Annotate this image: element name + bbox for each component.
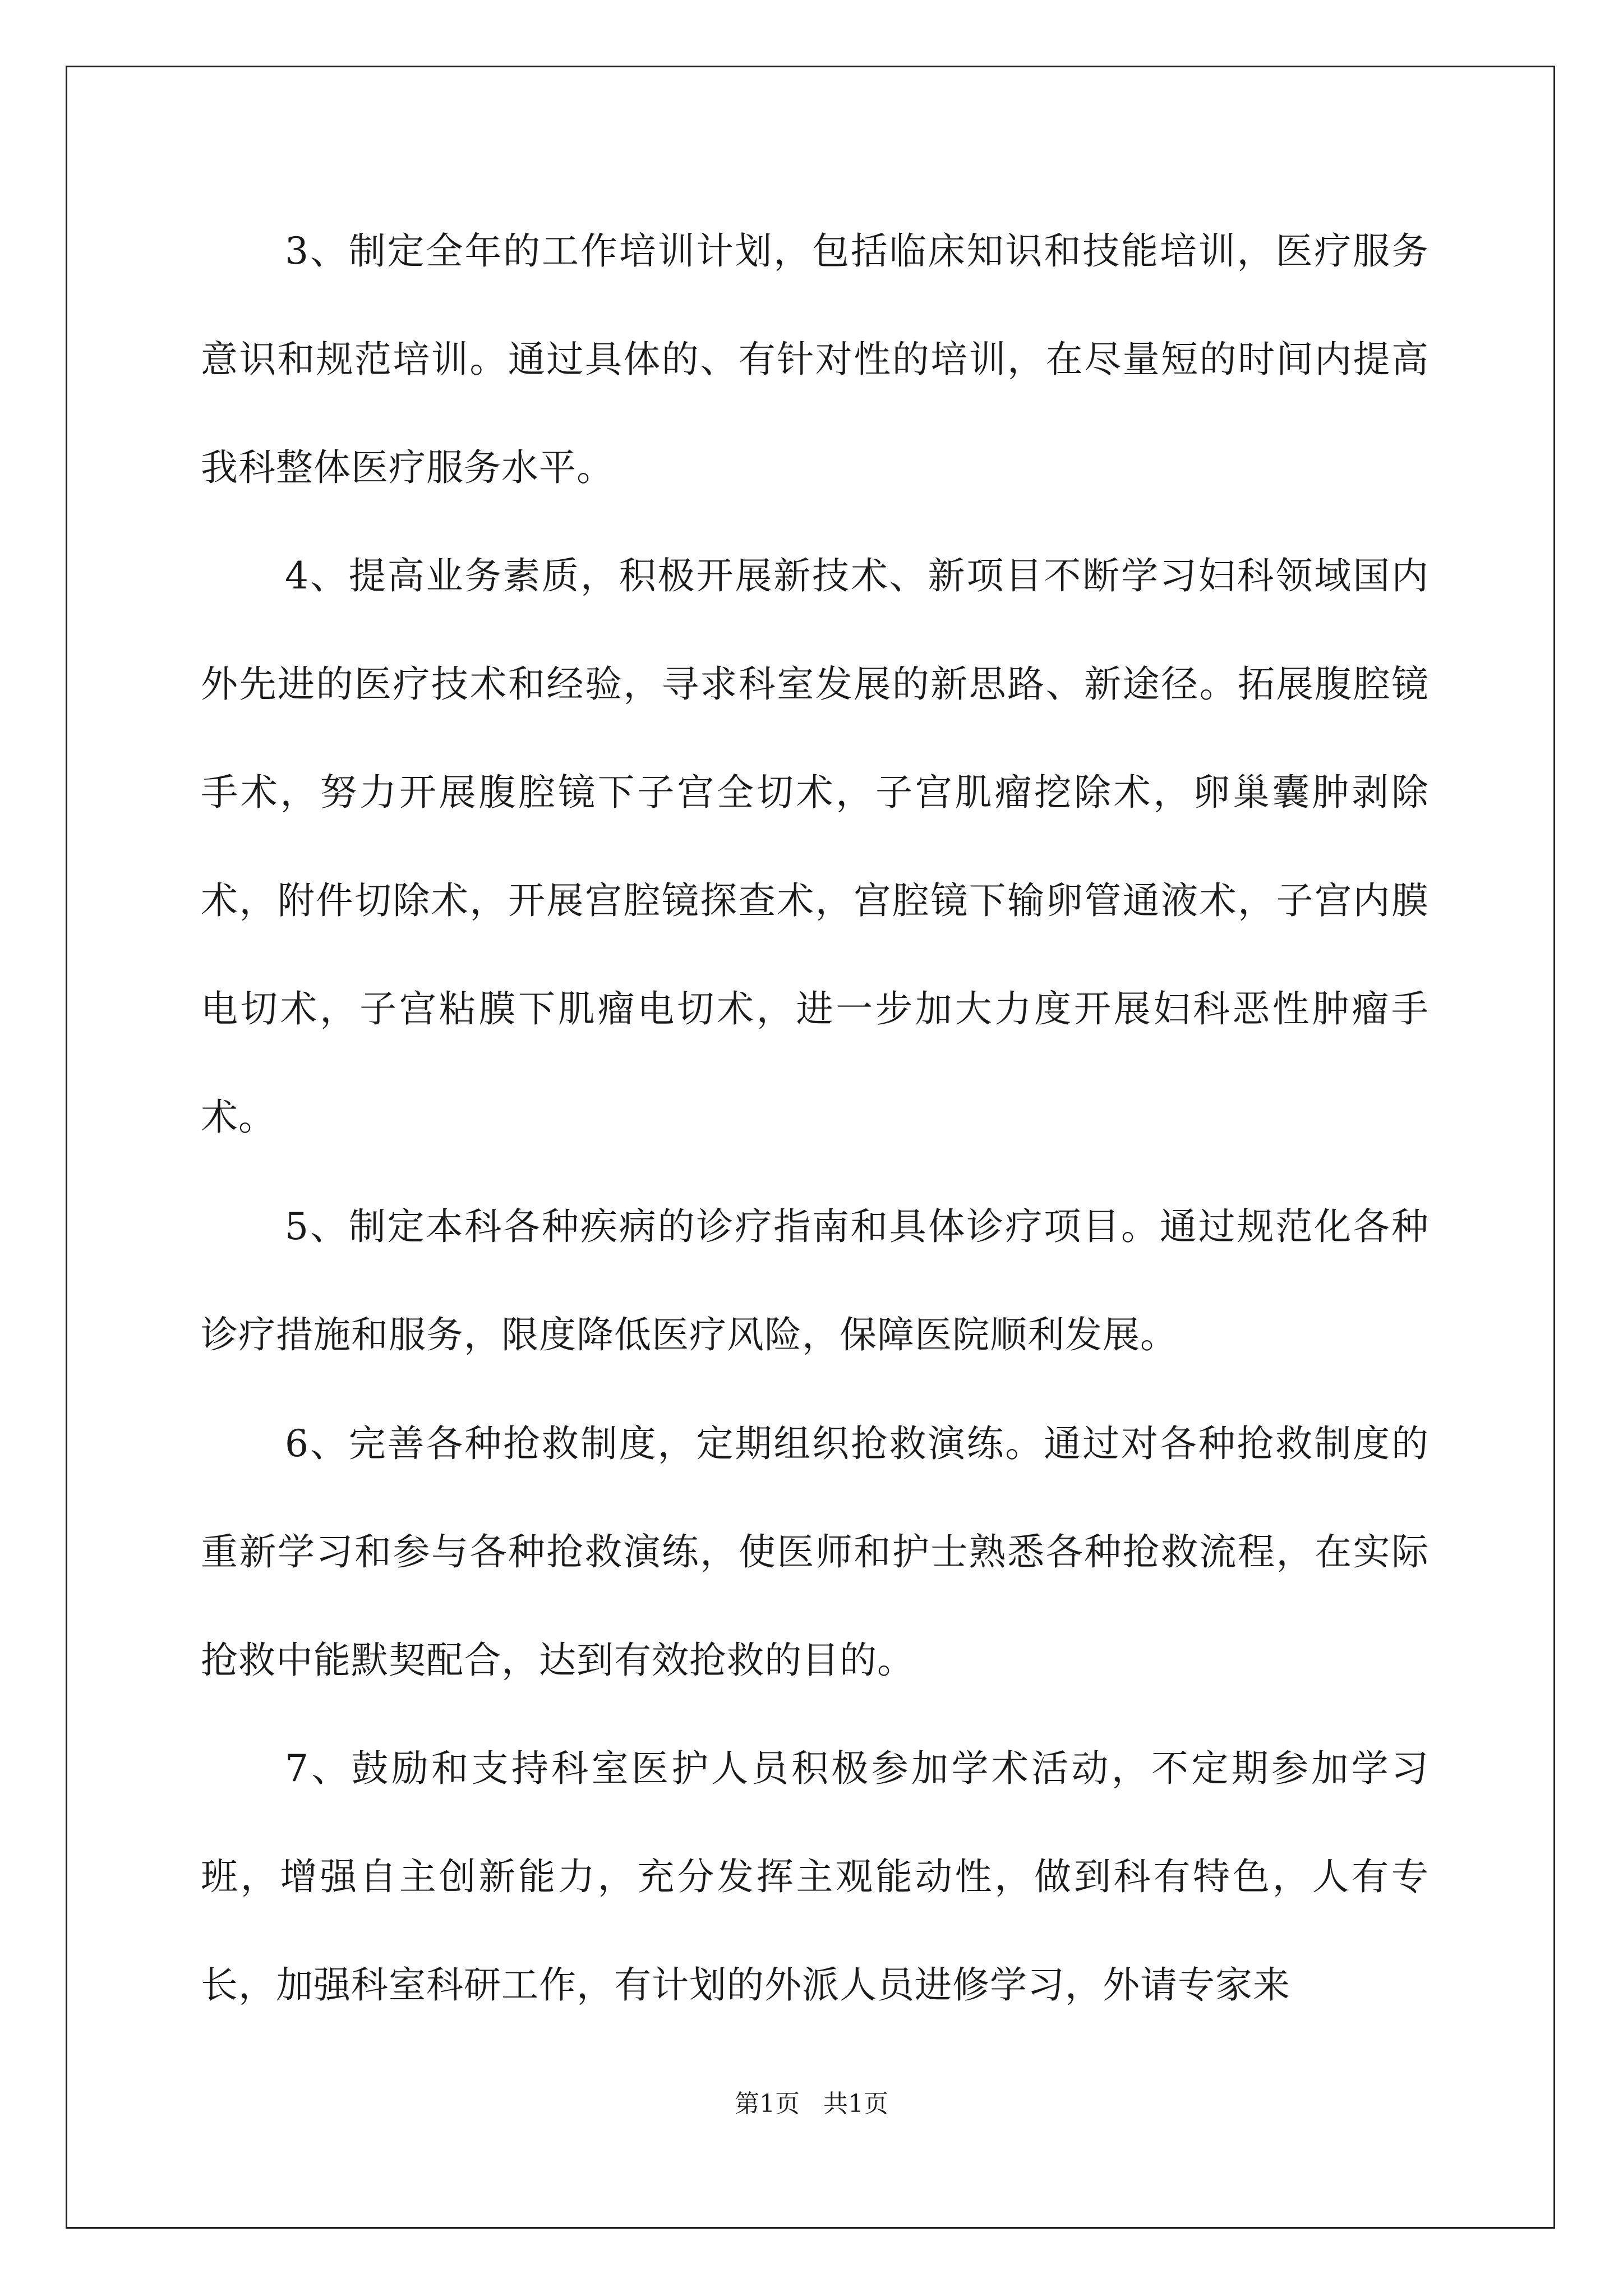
page-number-footer: 第1页 共1页 xyxy=(735,2090,888,2118)
paragraph-item-3: 3、制定全年的工作培训计划，包括临床知识和技能培训，医疗服务意识和规范培训。通过具体的、有针对性的培训，在尽量短的时间内提高我科整体医疗服务水平。 xyxy=(201,229,1429,489)
paragraph-item-4: 4、提高业务素质，积极开展新技术、新项目不断学习妇科领域国内外先进的医疗技术和经验，寻求科室发展的新思路、新途径。拓展腹腔镜手术，努力开展腹腔镜下子宫全切术，子宫肌瘤挖除术，卵巢囊肿剥除术，附件切除术，开展宫腔镜探查术，宫腔镜下输卵管通液术，子宫内膜电切术，子宫粘膜下肌瘤电切术，进一步加大力度开展妇科恶性肿瘤手术。 xyxy=(201,554,1429,1139)
paragraph-item-5: 5、制定本科各种疾病的诊疗指南和具体诊疗项目。通过规范化各种诊疗措施和服务，限度降低医疗风险，保障医院顺利发展。 xyxy=(201,1205,1429,1356)
paragraph-item-7: 7、鼓励和支持科室医护人员积极参加学术活动，不定期参加学习班，增强自主创新能力，充分发挥主观能动性，做到科有特色，人有专长，加强科室科研工作，有计划的外派人员进修学习，外请专家来 xyxy=(201,1747,1429,2007)
paragraph-item-6: 6、完善各种抢救制度，定期组织抢救演练。通过对各种抢救制度的重新学习和参与各种抢救演练，使医师和护士熟悉各种抢救流程，在实际抢救中能默契配合，达到有效抢救的目的。 xyxy=(201,1422,1429,1682)
